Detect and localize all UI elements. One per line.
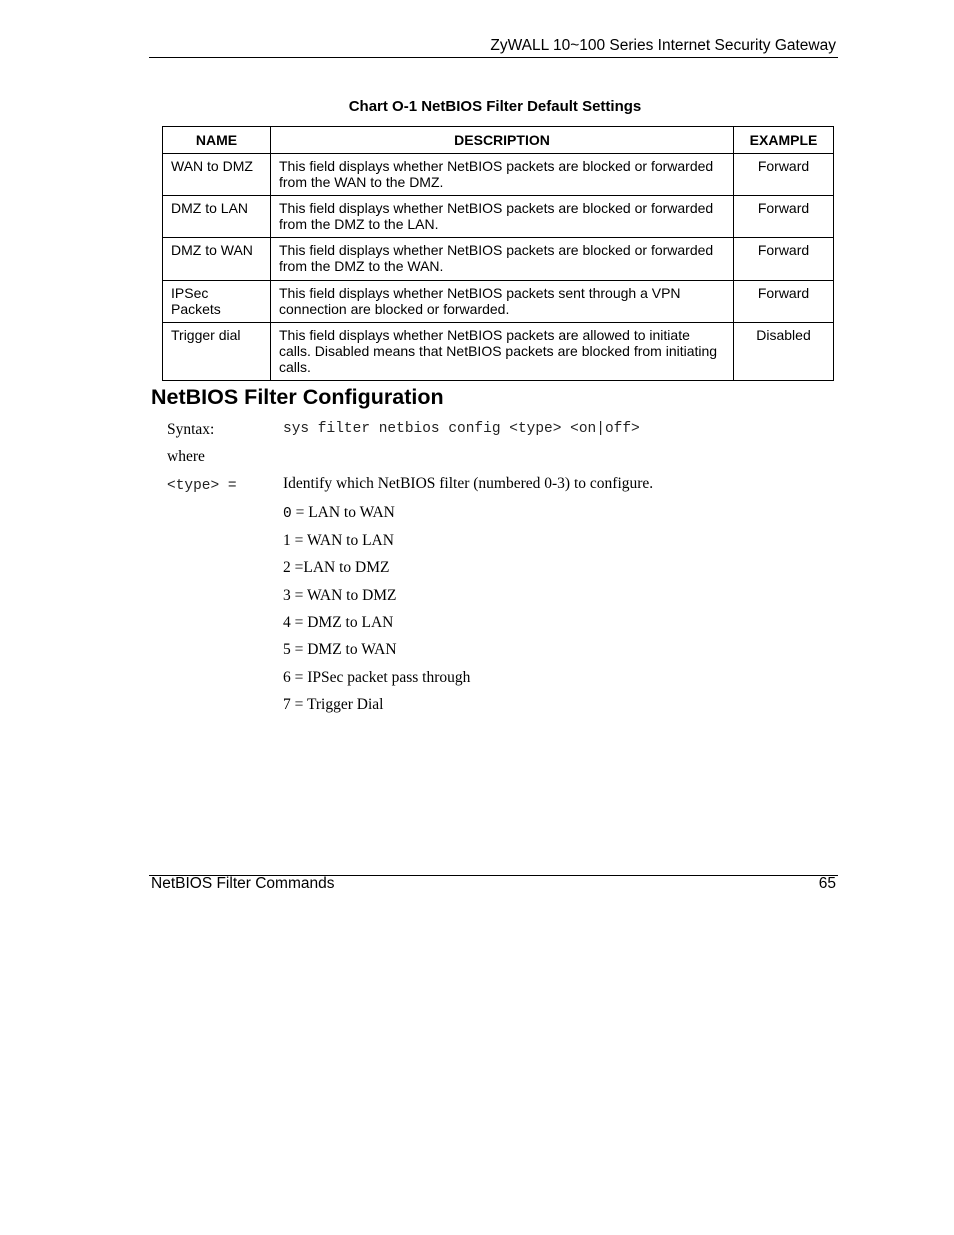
column-header-description: DESCRIPTION [271,127,734,154]
option-number: 3 [283,587,291,604]
column-header-example: EXAMPLE [734,127,834,154]
option-number: 1 [283,532,291,549]
option-item [283,696,383,714]
netbios-defaults-table [162,126,834,381]
option-item [283,669,470,687]
cell-description: This field displays whether NetBIOS packets are blocked or forwarded from the WAN to the DMZ. [271,154,734,196]
running-header: ZyWALL 10~100 Series Internet Security Gateway [490,37,836,54]
chart-caption: Chart O-1 NetBIOS Filter Default Settings [348,98,642,115]
option-number: 6 [283,669,291,686]
header-divider [149,57,838,58]
option-number: 7 [283,696,291,713]
cell-example: Forward [734,196,834,238]
option-number: 4 [283,614,291,631]
column-header-name: NAME [163,127,271,154]
cell-example: Forward [734,281,834,323]
where-label: where [167,448,205,465]
table-row [163,323,834,381]
cell-description: This field displays whether NetBIOS packets are blocked or forwarded from the DMZ to the LAN. [271,196,734,238]
option-item [283,641,397,659]
table-header-row [163,127,834,154]
option-number: 5 [283,641,291,658]
option-text: = DMZ to LAN [290,614,394,631]
cell-name: DMZ to LAN [163,196,271,238]
cell-description: This field displays whether NetBIOS packets sent through a VPN connection are blocked or forwarded. [271,281,734,323]
parameter-description: Identify which NetBIOS filter (numbered 0-3) to configure. [283,475,654,492]
cell-name: DMZ to WAN [163,238,271,281]
table-row [163,154,834,196]
cell-example: Forward [734,238,834,281]
option-item [283,559,389,577]
cell-example: Disabled [734,323,834,381]
cell-name: IPSec Packets [163,281,271,323]
section-heading: NetBIOS Filter Configuration [151,385,444,409]
option-text: =LAN to DMZ [290,559,390,576]
cell-description: This field displays whether NetBIOS packets are allowed to initiate calls. Disabled means that NetBIOS packets are blocked from initiating calls. [271,323,734,381]
table-row [163,196,834,238]
cell-name: Trigger dial [163,323,271,381]
cell-name: WAN to DMZ [163,154,271,196]
parameter-name: <type> = [167,478,237,494]
option-item [283,587,397,605]
option-number: 0 [283,506,292,522]
option-text: = LAN to WAN [291,504,395,521]
syntax-command: sys filter netbios config <type> <on|off> [283,421,640,437]
option-text: = DMZ to WAN [290,641,397,658]
option-text: = WAN to LAN [290,532,394,549]
footer-section-title: NetBIOS Filter Commands [151,875,335,892]
option-number: 2 [283,559,291,576]
cell-description: This field displays whether NetBIOS packets are blocked or forwarded from the DMZ to the WAN. [271,238,734,281]
option-text: = IPSec packet pass through [290,669,471,686]
option-item [283,504,395,522]
option-text: = WAN to DMZ [290,587,397,604]
option-item [283,532,394,550]
page-number: 65 [818,875,836,892]
option-text: = Trigger Dial [290,696,384,713]
cell-example: Forward [734,154,834,196]
table-row [163,281,834,323]
option-item [283,614,393,632]
table-row [163,238,834,281]
syntax-label: Syntax: [167,421,215,438]
